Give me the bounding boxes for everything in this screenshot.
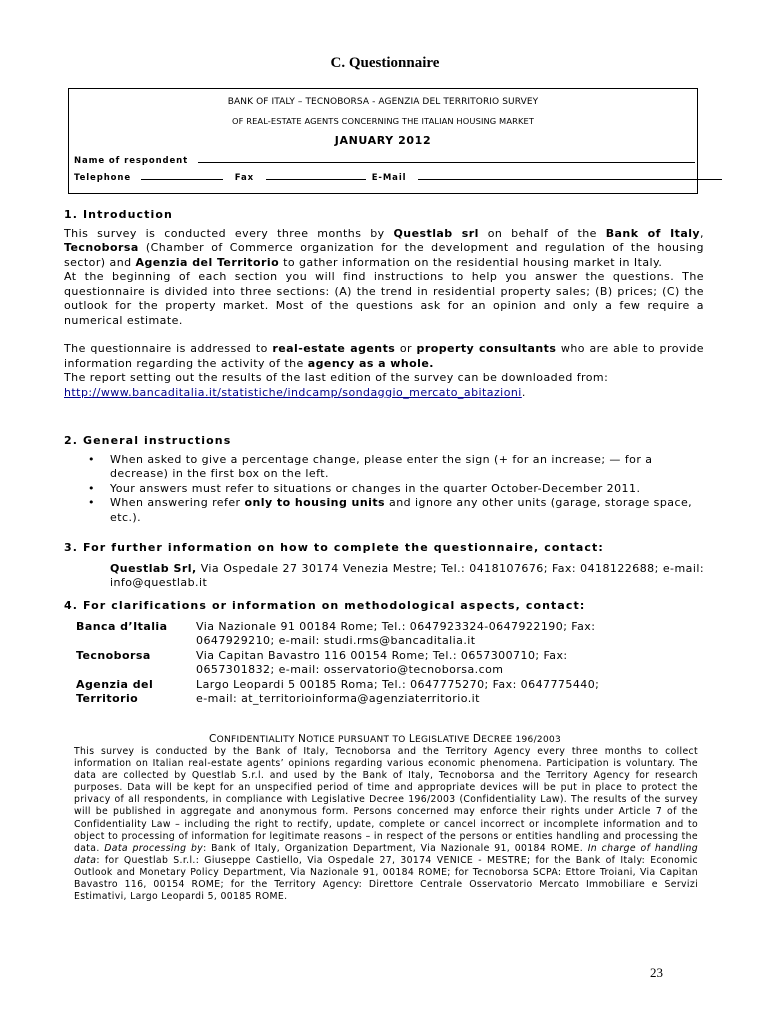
title-cap: N bbox=[297, 733, 307, 745]
respondent-name-label: Name of respondent bbox=[74, 156, 189, 166]
tecnoborsa-name: Tecnoborsa bbox=[64, 241, 139, 254]
survey-date: JANUARY 2012 bbox=[334, 134, 432, 147]
intro-text: to gather information on the residential housing market in Italy. bbox=[279, 255, 663, 269]
email-label: E-Mail bbox=[371, 173, 407, 183]
title-cap: L bbox=[408, 733, 415, 745]
real-estate-agents: real-estate agents bbox=[272, 342, 396, 355]
introduction-paragraph-2: At the beginning of each section you will find instructions to help you answer the questions. The questionnaire is divided into three sections: (A) the trend in residential property sales; (B) prices; (C) the outlook for the property market. Most of the questions ask for an opinion and only a few require a numerical estimate. bbox=[64, 270, 704, 327]
survey-title-line2: OF REAL-ESTATE AGENTS CONCERNING THE ITALIAN HOUSING MARKET bbox=[231, 116, 535, 126]
introduction-paragraph-1 bbox=[64, 227, 704, 271]
title-smallcaps: OTICE PURSUANT TO bbox=[306, 735, 409, 745]
contact-details bbox=[196, 620, 704, 649]
general-instructions-heading: 2. General instructions bbox=[64, 434, 232, 447]
agency-as-whole: agency as a whole. bbox=[307, 356, 434, 370]
section-general-instructions bbox=[64, 434, 704, 525]
contact-details bbox=[196, 678, 704, 707]
instruction-text: When answering refer bbox=[110, 496, 245, 509]
instructions-list bbox=[64, 453, 704, 526]
section-introduction bbox=[64, 208, 704, 400]
introduction-paragraph-3 bbox=[64, 342, 704, 371]
instruction-item: • Your answers must refer to situations or changes in the quarter October-December 2011. bbox=[110, 482, 704, 497]
confidentiality-text: : for Questlab S.r.l.: Giuseppe Castiello, Via Ospedale 27, 30174 VENICE - MESTRE; for the Bank of Italy: Economic Outlook and Monetary Policy Department, Via Nazionale 91, 00184 ROME; for Tecnoborsa SCPA: Ettore Troiani, Via Capitan Bavastro 116, 00154 ROME; for the Territory Agency: Direttore Centrale Osservatorio Mercato Immobiliare e Servizi Estimativi, Largo Leopardi 5, 00185 ROME. bbox=[74, 854, 698, 903]
title-smallcaps: EGISLATIVE bbox=[414, 735, 473, 745]
section-further-information bbox=[64, 541, 704, 591]
further-information-heading: 3. For further information on how to complete the questionnaire, contact: bbox=[64, 541, 604, 554]
clarifications-contacts bbox=[64, 620, 704, 707]
title-smallcaps: ONFIDENTIALITY bbox=[216, 735, 298, 745]
contact-details bbox=[196, 649, 704, 678]
agenzia-name: Agenzia del Territorio bbox=[135, 255, 280, 269]
confidentiality-text: : Bank of Italy, Organization Department, Via Nazionale 91, 00184 ROME. bbox=[203, 842, 588, 854]
contact-line: e-mail: at_territorioinforma@agenziaterritorio.it bbox=[196, 692, 480, 705]
instruction-text: and ignore any other units (garage, storage space, etc.). bbox=[110, 496, 693, 524]
contact-agenzia-territorio bbox=[64, 678, 704, 707]
introduction-paragraph-4 bbox=[64, 371, 704, 400]
section-clarifications bbox=[64, 599, 704, 707]
contact-tecnoborsa bbox=[64, 649, 704, 678]
confidentiality-body bbox=[74, 746, 698, 903]
fax-label: Fax bbox=[234, 173, 254, 183]
confidentiality-text: This survey is conducted by the Bank of Italy, Tecnoborsa and the Territory Agency every three months to collect information on Italian real-estate agents’ opinions regarding various economic phenomena. Participation is voluntary. The data are collected by Questlab S.r.l. and used by the Bank of Italy, Tecnoborsa and the Territory Agency for research purposes. Data will be kept for an unspecified period of time and appropriate devices will be put in place to protect the privacy of all respondents, in compliance with Legislative Decree 196/2003 (Confidentiality Law). The results of the survey will be published in aggregate and anonymous form. Persons concerned may enforce their rights under Article 7 of the Confidentiality Law – including the right to rectify, update, complete or cancel incorrect or incomplete information and to object to processing of information for legitimate reasons – in respect of the persons or entities handling and processing the data. bbox=[74, 746, 698, 854]
contact-name-line: Territorio bbox=[76, 692, 139, 705]
confidentiality-title bbox=[0, 733, 770, 745]
page-number: 23 bbox=[650, 965, 663, 980]
intro-text: on behalf of the bbox=[478, 226, 606, 240]
intro-text: or bbox=[395, 342, 417, 355]
instruction-item: • When asked to give a percentage change, please enter the sign (+ for an increase; — for a decrease) in the first box on the left. bbox=[110, 453, 704, 482]
intro-text: The report setting out the results of the last edition of the survey can be downloaded from: bbox=[64, 371, 609, 384]
contact-line: Largo Leopardi 5 00185 Roma; Tel.: 0647775270; Fax: 0647775440; bbox=[196, 677, 600, 691]
questlab-contact-details: Via Ospedale 27 30174 Venezia Mestre; Tel.: 0418107676; Fax: 0418122688; e-mail: info@questlab.it bbox=[110, 561, 704, 589]
contact-name bbox=[64, 678, 196, 707]
survey-header-box bbox=[68, 88, 698, 194]
data-processing-label: Data processing by bbox=[104, 842, 204, 854]
telephone-label: Telephone bbox=[74, 173, 132, 183]
respondent-name-field[interactable] bbox=[198, 153, 695, 163]
title-cap: C bbox=[208, 733, 217, 745]
intro-text: who are able to provide information regarding the activity of the bbox=[64, 342, 704, 370]
housing-units-emphasis: only to housing units bbox=[244, 496, 386, 509]
contact-name-line: Agenzia del bbox=[76, 677, 154, 691]
respondent-name-row bbox=[74, 153, 695, 166]
contact-line: Via Nazionale 91 00184 Rome; Tel.: 0647923324-0647922190; Fax: bbox=[196, 619, 596, 633]
contact-name: Tecnoborsa bbox=[76, 648, 151, 662]
intro-text: (Chamber of Commerce organization for the development and regulation of the housing sector) and bbox=[64, 241, 704, 269]
intro-text: This survey is conducted every three months by bbox=[64, 226, 394, 240]
title-cap: D bbox=[472, 733, 482, 745]
contact-banca-italia bbox=[64, 620, 704, 649]
instruction-item bbox=[110, 496, 704, 525]
contact-line: 0647929210; e-mail: studi.rms@bancaditalia.it bbox=[196, 634, 476, 647]
questlab-contact-name: Questlab Srl, bbox=[110, 561, 197, 575]
contact-line: Via Capitan Bavastro 116 00154 Rome; Tel.: 0657300710; Fax: bbox=[196, 648, 568, 662]
survey-title-line1: BANK OF ITALY – TECNOBORSA - AGENZIA DEL TERRITORIO SURVEY bbox=[227, 97, 539, 107]
fax-field[interactable] bbox=[266, 170, 366, 180]
questlab-name: Questlab srl bbox=[393, 226, 479, 240]
contact-name: Banca d’Italia bbox=[76, 619, 168, 633]
bank-of-italy-name: Bank of Italy bbox=[605, 226, 701, 240]
intro-text: The questionnaire is addressed to bbox=[64, 342, 273, 355]
clarifications-heading: 4. For clarifications or information on methodological aspects, contact: bbox=[64, 599, 586, 612]
intro-text: . bbox=[521, 385, 526, 399]
report-link[interactable]: http://www.bancaditalia.it/statistiche/indcamp/sondaggio_mercato_abitazioni bbox=[64, 385, 522, 399]
telephone-field[interactable] bbox=[141, 170, 223, 180]
contact-row bbox=[74, 170, 722, 183]
contact-line: 0657301832; e-mail: osservatorio@tecnoborsa.com bbox=[196, 663, 504, 676]
intro-text: , bbox=[700, 226, 704, 240]
introduction-heading: 1. Introduction bbox=[64, 208, 173, 221]
email-field[interactable] bbox=[418, 170, 722, 180]
page-title: C. Questionnaire bbox=[330, 55, 440, 71]
questlab-contact bbox=[64, 562, 704, 591]
handling-data-label: In charge of handling data bbox=[74, 842, 698, 866]
property-consultants: property consultants bbox=[416, 342, 557, 355]
title-smallcaps: ECREE 196/2003 bbox=[481, 735, 562, 745]
